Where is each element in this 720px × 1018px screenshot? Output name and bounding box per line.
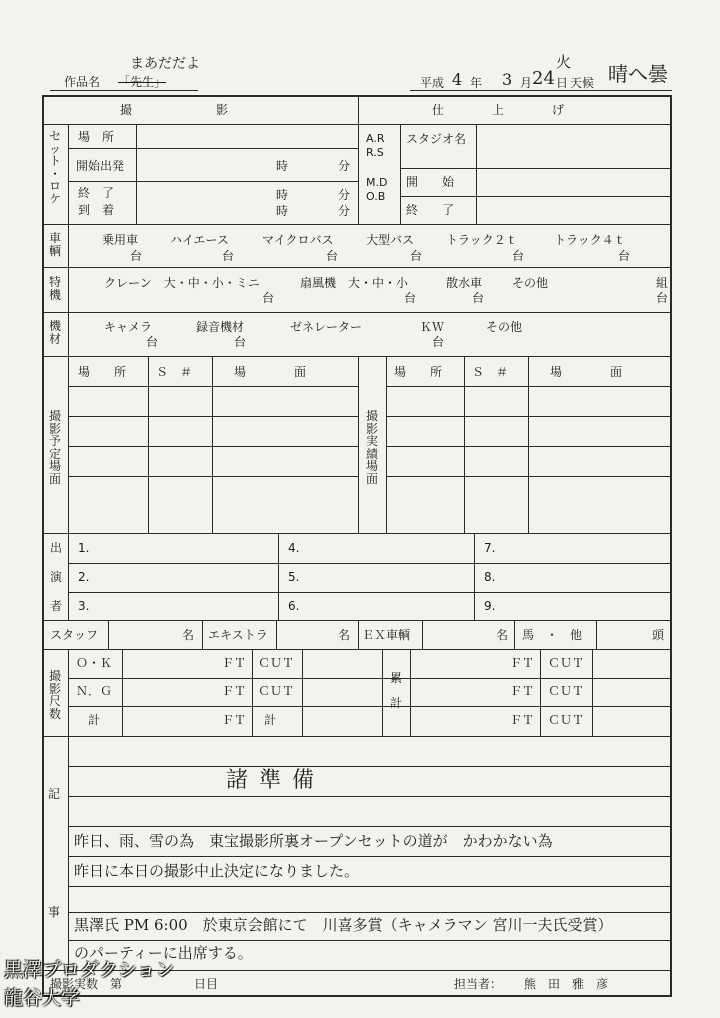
shooting-title: 撮 影: [120, 103, 229, 117]
mdob-label: M.D O.B: [366, 176, 388, 203]
vehicle-car: 乗用車: [102, 233, 139, 247]
day-unit: 日: [556, 76, 569, 90]
head-unit: 頭: [652, 628, 665, 642]
special-other-label: その他: [512, 276, 549, 290]
fan-label: 扇風機 大・中・小: [300, 276, 409, 290]
cumulative-label: 累 計: [389, 671, 402, 711]
weather: 晴へ曇: [608, 62, 668, 86]
days-suffix: 日目: [194, 977, 219, 991]
planned-col-place: 場 所: [78, 365, 127, 379]
year-unit: 年: [470, 76, 483, 90]
ng-label: Ｎ．Ｇ: [76, 684, 113, 698]
vehicle-unit: 台: [618, 249, 631, 263]
cast-num-3: 3.: [78, 599, 90, 613]
footage-label: 撮 影 尺 数: [48, 669, 61, 721]
equipment-unit: 台: [234, 335, 247, 349]
equipment-unit: 台: [432, 335, 445, 349]
vehicle-unit: 台: [222, 249, 235, 263]
post-end-label: 終 了: [406, 203, 455, 217]
planned-col-scene: 場 面: [234, 365, 307, 379]
generator-label: ゼネレーター: [290, 320, 363, 334]
days-prefix: 第: [110, 977, 123, 991]
cum-cut-3: ＣＵＴ: [548, 713, 585, 727]
arrive-label: 到 着: [78, 203, 115, 217]
planned-col-s: Ｓ ＃: [156, 365, 193, 379]
cast-num-1: 1.: [78, 541, 90, 555]
special-unit: 台: [472, 291, 485, 305]
actual-col-s: Ｓ ＃: [472, 365, 509, 379]
end-label: 終 了: [78, 186, 115, 200]
work-title-handwritten: まあだだよ: [130, 56, 200, 72]
water-truck-label: 散水車: [446, 276, 483, 290]
year: 4: [452, 70, 463, 89]
post-start-label: 開 始: [406, 175, 455, 189]
notes-line-4: 黒澤氏 PM 6:00 於東京会館にて 川喜多賞（キャメラマン 宮川一夫氏受賞）: [74, 916, 613, 934]
staff-name-unit: 名: [182, 628, 195, 642]
vehicle-bus: 大型バス: [366, 233, 415, 247]
watermark-line-2: 龍谷大学: [4, 987, 81, 1009]
depart-minute: 分: [338, 159, 351, 173]
notes-line-3: 昨日に本日の撮影中止決定になりました。: [74, 862, 360, 880]
actual-col-scene: 場 面: [550, 365, 623, 379]
title-underline: [50, 90, 198, 91]
vehicle-unit: 台: [130, 249, 143, 263]
cum-cut-2: ＣＵＴ: [548, 684, 585, 698]
ex-vehicle-label: ＥＸ車輌: [362, 628, 411, 642]
notes-line-2: 昨日、雨、雪の為 東宝撮影所裏オープンセットの道が かわかない為: [74, 832, 553, 850]
era: 平成: [420, 76, 445, 90]
work-title-original: 「先生」: [118, 75, 167, 89]
ars-label: A.R R.S: [366, 132, 385, 159]
depart-label: 開始出発: [76, 159, 125, 173]
staff-label: スタッフ: [50, 628, 99, 642]
cast-num-5: 5.: [288, 570, 300, 584]
total-ft: ＦＴ: [222, 713, 247, 727]
equipment-other-label: その他: [486, 320, 523, 334]
ok-ft: ＦＴ: [222, 656, 247, 670]
special-unit: 台: [404, 291, 417, 305]
crane-label: クレーン 大・中・小・ミニ: [104, 276, 260, 290]
equipment-label: 機 材: [48, 319, 61, 346]
month-unit: 月: [520, 76, 533, 90]
ok-cut: ＣＵＴ: [258, 656, 295, 670]
footage-total-label: 計: [88, 713, 101, 727]
end-hour: 時: [276, 188, 289, 202]
ng-ft: ＦＴ: [222, 684, 247, 698]
date-underline: [410, 90, 672, 91]
cut-total-label: 計: [264, 713, 277, 727]
arrive-minute: 分: [338, 204, 351, 218]
horse-label: 馬 ・ 他: [522, 628, 583, 642]
cum-ft-3: ＦＴ: [510, 713, 535, 727]
cast-label-3: 者: [50, 599, 63, 613]
ng-cut: ＣＵＴ: [258, 684, 295, 698]
person-label: 担当者：: [454, 977, 503, 991]
kw-label: ＫＷ: [420, 320, 445, 334]
end-minute: 分: [338, 188, 351, 202]
arrive-hour: 時: [276, 204, 289, 218]
notes-line-1: 諸 準 備: [226, 768, 316, 793]
vehicle-truck-2t: トラック２ｔ: [446, 233, 518, 247]
vehicle-microbus: マイクロバス: [262, 233, 334, 247]
camera-label: キャメラ: [104, 320, 153, 334]
vehicle-unit: 台: [326, 249, 339, 263]
cast-num-4: 4.: [288, 541, 300, 555]
place-label: 場 所: [78, 130, 115, 144]
cast-num-9: 9.: [484, 599, 496, 613]
recorder-label: 録音機材: [196, 320, 245, 334]
depart-hour: 時: [276, 159, 289, 173]
special-unit: 台: [656, 291, 669, 305]
notes-label-ji: 事: [48, 905, 61, 919]
studio-name-label: スタジオ名: [406, 132, 467, 146]
cast-label-2: 演: [50, 570, 63, 584]
notes-line-5: のパーティーに出席する。: [74, 944, 253, 962]
set-location-label: セ ッ ト ・ ロ ケ: [48, 129, 61, 206]
cast-label-1: 出: [50, 541, 63, 555]
cast-num-2: 2.: [78, 570, 90, 584]
extra-name-unit: 名: [338, 628, 351, 642]
equipment-unit: 台: [146, 335, 159, 349]
cum-ft-1: ＦＴ: [510, 656, 535, 670]
finishing-title: 仕 上 げ: [432, 103, 565, 117]
set-unit: 組: [656, 276, 669, 290]
watermark-line-1: 黒澤プロダクション: [4, 959, 175, 981]
vehicle-truck-4t: トラック４ｔ: [554, 233, 626, 247]
extra-label: エキストラ: [208, 628, 268, 642]
special-label: 特 機: [48, 275, 61, 302]
work-name-label: 作品名: [64, 75, 101, 89]
cast-num-8: 8.: [484, 570, 496, 584]
cast-num-7: 7.: [484, 541, 496, 555]
day: 24: [532, 68, 555, 89]
vehicle-unit: 台: [410, 249, 423, 263]
notes-label-ki: 記: [48, 787, 61, 801]
vehicle-hiace: ハイエース: [170, 233, 229, 247]
planned-scenes-label: 撮 影 予 定 場 面: [48, 409, 61, 486]
cum-ft-2: ＦＴ: [510, 684, 535, 698]
cast-num-6: 6.: [288, 599, 300, 613]
month: 3: [502, 70, 513, 89]
special-unit: 台: [262, 291, 275, 305]
weather-label: 天候: [570, 76, 595, 90]
vehicle-unit: 台: [512, 249, 525, 263]
vehicles-label: 車 輌: [48, 231, 61, 258]
days-label: 撮影実数: [50, 977, 99, 991]
person-name: 熊 田 雅 彦: [524, 977, 609, 991]
actual-scenes-label: 撮 影 実 績 場 面: [365, 409, 378, 486]
ex-vehicle-unit: 名: [496, 628, 509, 642]
cum-cut-1: ＣＵＴ: [548, 656, 585, 670]
actual-col-place: 場 所: [394, 365, 443, 379]
ok-label: Ｏ・Ｋ: [76, 656, 113, 670]
weekday: 火: [556, 53, 572, 71]
